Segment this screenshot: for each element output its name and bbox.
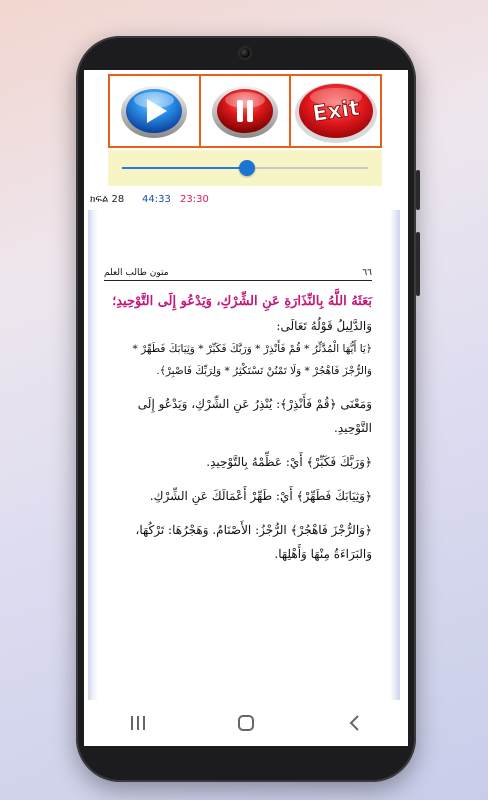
- power-button: [416, 232, 420, 296]
- audio-progress-panel: [108, 150, 382, 186]
- exit-icon: [293, 77, 379, 145]
- page-number: ٦٦: [362, 268, 372, 278]
- exit-button[interactable]: [289, 76, 380, 146]
- paragraph-3: ﴿وَثِيَابَكَ فَطَهِّرْ﴾ أَيْ: طَهِّرْ أَعْمَالَكَ عَنِ الشِّرْكِ.: [149, 489, 372, 503]
- back-icon: [347, 714, 361, 732]
- play-icon: [119, 83, 189, 139]
- page-content: [104, 268, 372, 566]
- total-time: 23:30: [180, 194, 209, 205]
- intro-paragraph: [104, 289, 372, 338]
- book-title: متون طالب العلم: [104, 268, 169, 278]
- exit-label: Exit: [310, 95, 361, 128]
- intro-text: وَالدَّلِيلُ قَوْلُهُ تَعَالَى:: [276, 319, 372, 333]
- playback-info: [84, 192, 408, 208]
- highlighted-text: بَعَثَهُ اللَّهُ بِالنِّذَارَةِ عَنِ الشِّرْكِ، وَيَدْعُو إِلَى التَّوْحِيدِ؛: [112, 294, 372, 309]
- app-screen: [84, 70, 408, 746]
- play-button[interactable]: [110, 76, 199, 146]
- book-page[interactable]: [88, 210, 400, 700]
- page-text: [104, 289, 372, 566]
- page-header: [104, 268, 372, 281]
- player-controls: [108, 74, 382, 148]
- pause-icon: [210, 83, 280, 139]
- pause-button[interactable]: [199, 76, 290, 146]
- phone-frame: [76, 36, 416, 782]
- volume-button: [416, 170, 420, 210]
- elapsed-time: 44:33: [142, 194, 171, 205]
- part-counter: ክፍል 28: [90, 194, 125, 205]
- home-button[interactable]: [226, 708, 266, 738]
- recents-button[interactable]: [118, 708, 158, 738]
- system-nav-bar: [84, 700, 408, 746]
- seek-progress: [122, 167, 247, 169]
- paragraph-2: ﴿وَرَبَّكَ فَكَبِّرْ﴾ أَيْ: عَظِّمْهُ بِالتَّوْحِيدِ.: [206, 455, 372, 469]
- home-icon: [237, 714, 255, 732]
- front-camera: [238, 46, 252, 60]
- recents-icon: [129, 715, 147, 731]
- back-button[interactable]: [334, 708, 374, 738]
- quran-verses: ﴿يَا أَيُّهَا الْمُدَّثِّرُ * قُمْ فَأَنْذِرْ * وَرَبَّكَ فَكَبِّرْ * وَثِيَابَكَ فَطَهِّرْ * وَالرُّجْزَ فَاهْجُرْ * وَلَا تَمْنُنْ تَسْتَكْثِرُ * وَلِرَبِّكَ فَاصْبِرْ﴾.: [132, 343, 372, 377]
- seek-thumb[interactable]: [239, 160, 255, 176]
- paragraph-4: ﴿وَالرُّجْزَ فَاهْجُرْ﴾ الرُّجْزُ: الأَصْنَامُ. وَهَجْرُهَا: تَرْكُهَا، وَالبَرَاءَةُ مِنْهَا وَأَهْلِهَا.: [135, 523, 372, 561]
- paragraph-1: وَمَعْنَى ﴿قُمْ فَأَنْذِرْ﴾: يُنْذِرُ عَنِ الشِّرْكِ، وَيَدْعُو إِلَى التَّوْحِيدِ.: [137, 397, 372, 435]
